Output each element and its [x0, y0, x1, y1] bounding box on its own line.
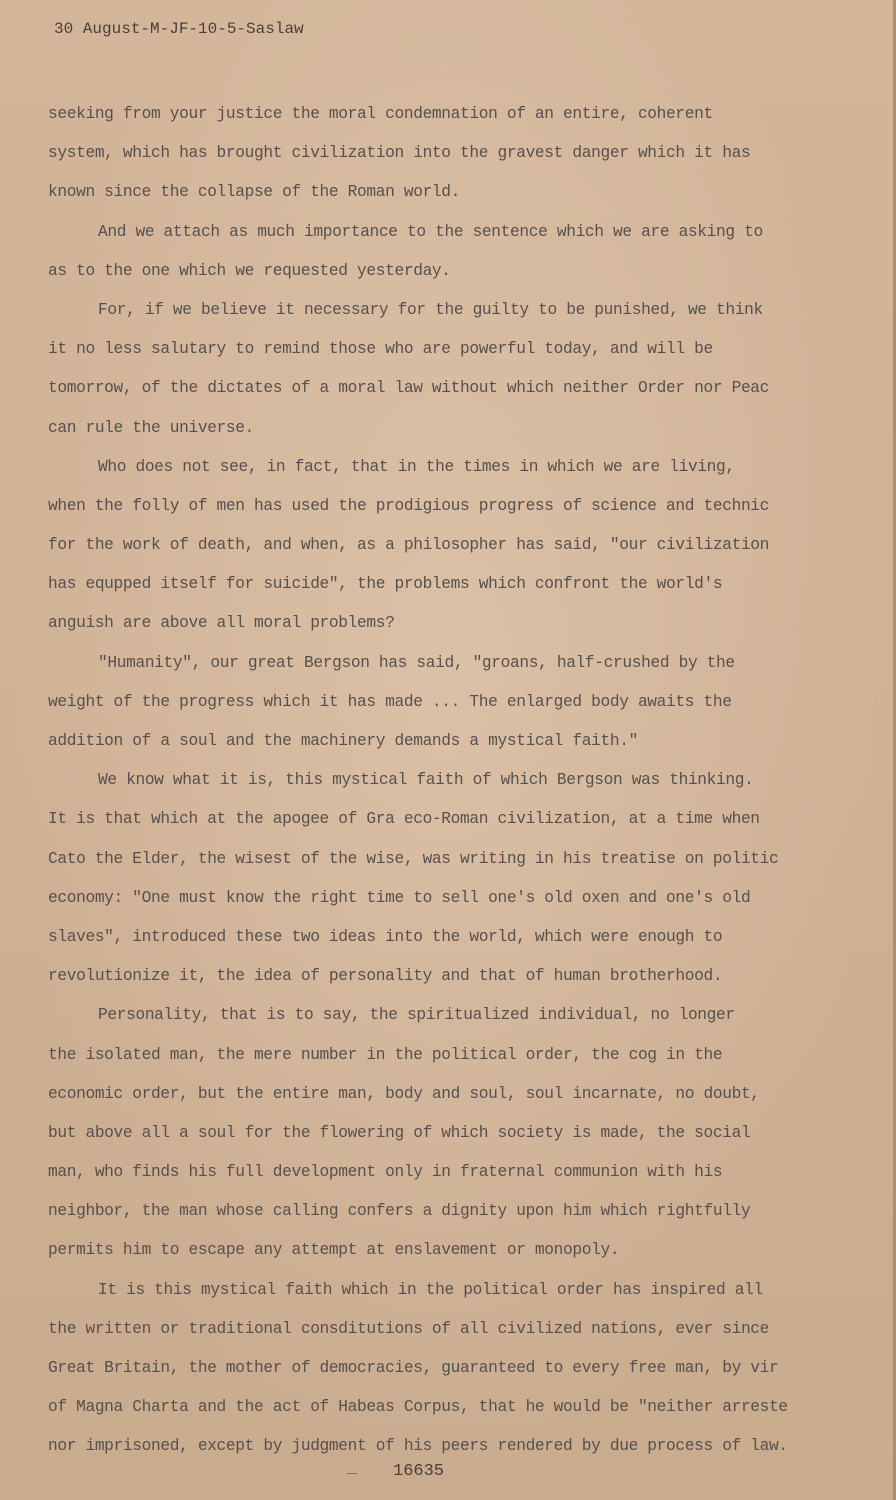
text-line: addition of a soul and the machinery demands a mystical faith.": [48, 732, 638, 750]
text-line: revolutionize it, the idea of personality and that of human brotherhood.: [48, 967, 723, 986]
text-line: tomorrow, of the dictates of a moral law without which neither Order nor Peac: [48, 379, 770, 398]
text-line: but above all a soul for the flowering of which society is made, the social: [48, 1123, 751, 1142]
document-body: [48, 98, 883, 1470]
text-line: "Humanity", our great Bergson has said, "groans, half-crushed by the: [98, 653, 735, 672]
text-line: economic order, but the entire man, body and soul, soul incarnate, no doubt,: [48, 1084, 760, 1103]
text-line: has equpped itself for suicide", the problems which confront the world's: [48, 575, 723, 594]
text-line: known since the collapse of the Roman world.: [48, 183, 461, 202]
text-line: slaves", introduced these two ideas into the world, which were enough to: [48, 927, 723, 946]
text-line: can rule the universe.: [48, 418, 255, 437]
text-line: nor imprisoned, except by judgment of his peers rendered by due process of law.: [48, 1437, 788, 1456]
text-line: anguish are above all moral problems?: [48, 614, 395, 633]
text-line: it no less salutary to remind those who are powerful today, and will be: [48, 340, 713, 359]
text-line: Cato the Elder, the wisest of the wise, was writing in his treatise on politic: [48, 849, 779, 868]
text-line: weight of the progress which it has made ... The enlarged body awaits the: [48, 692, 732, 711]
text-line: Great Britain, the mother of democracies, guaranteed to every free man, by vir: [48, 1359, 779, 1377]
text-line: of Magna Charta and the act of Habeas Corpus, that he would be "neither arreste: [48, 1398, 788, 1417]
text-line: It is that which at the apogee of Gra eco-Roman civilization, at a time when: [48, 810, 760, 829]
page-header-reference: 30 August-M-JF-10-5-Saslaw: [54, 20, 304, 38]
text-line: the isolated man, the mere number in the political order, the cog in the: [48, 1045, 723, 1064]
text-line: seeking from your justice the moral condemnation of an entire, coherent: [48, 105, 713, 123]
text-line: when the folly of men has used the prodigious progress of science and technic: [48, 496, 770, 515]
text-line: Personality, that is to say, the spiritualized individual, no longer: [98, 1006, 735, 1025]
text-line: And we attach as much importance to the sentence which we are asking to: [98, 222, 763, 241]
text-line: system, which has brought civilization into the gravest danger which it has: [48, 144, 751, 163]
text-line: permits him to escape any attempt at enslavement or monopoly.: [48, 1241, 620, 1260]
text-line: It is this mystical faith which in the political order has inspired all: [98, 1280, 763, 1299]
text-line: We know what it is, this mystical faith of which Bergson was thinking.: [98, 771, 754, 790]
text-line: Who does not see, in fact, that in the times in which we are living,: [98, 457, 735, 476]
footer-dash-mark: [347, 1473, 357, 1474]
text-line: man, who finds his full development only in fraternal communion with his: [48, 1163, 723, 1182]
text-line: the written or traditional consditutions of all civilized nations, ever since: [48, 1319, 770, 1338]
text-line: as to the one which we requested yesterday.: [48, 261, 451, 280]
page-number: 16635: [393, 1462, 445, 1481]
text-line: For, if we believe it necessary for the guilty to be punished, we think: [98, 300, 763, 319]
text-line: economy: "One must know the right time to sell one's old oxen and one's old: [48, 888, 751, 907]
text-line: neighbor, the man whose calling confers a dignity upon him which rightfully: [48, 1202, 751, 1221]
text-line: for the work of death, and when, as a philosopher has said, "our civilization: [48, 536, 770, 555]
